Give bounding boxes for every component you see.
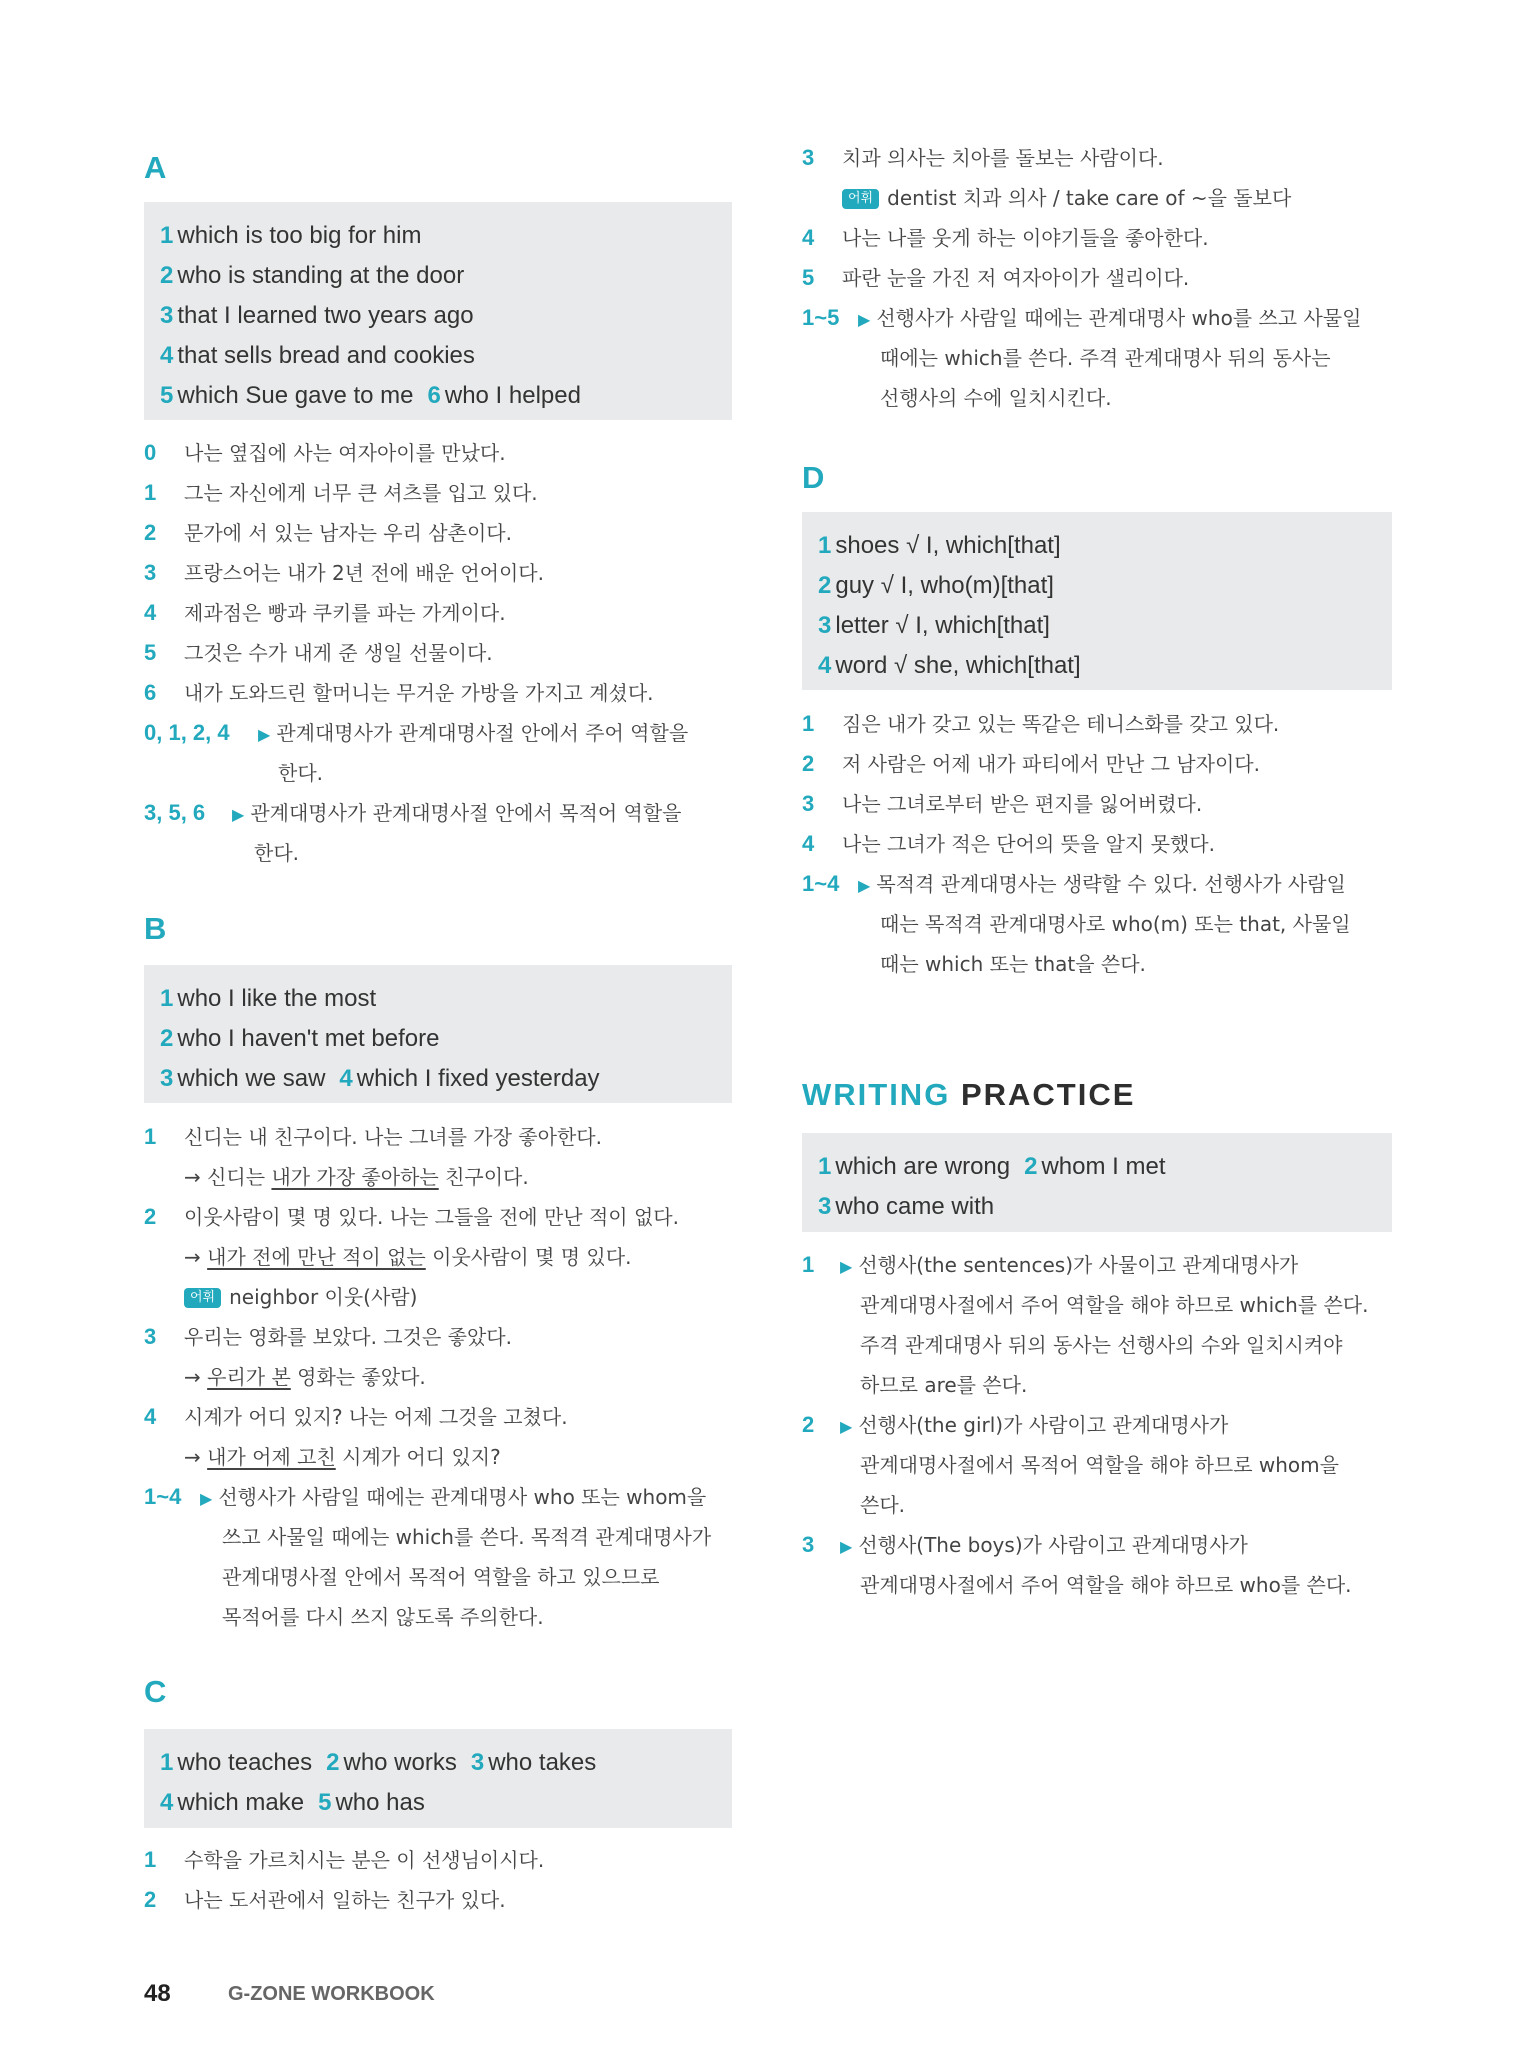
answer-line: 1 which are wrong 2 whom I met bbox=[818, 1153, 1166, 1180]
section-c-answer-box bbox=[144, 1729, 732, 1828]
list-item: 3 나는 그녀로부터 받은 편지를 잃어버렸다. bbox=[802, 791, 1203, 816]
answer-line: 4 that sells bread and cookies bbox=[160, 342, 475, 369]
list-item: 4 시계가 어디 있지? 나는 어제 그것을 고쳤다. bbox=[144, 1404, 568, 1429]
note-continuation: 쓰고 사물일 때에는 which를 쓴다. 목적격 관계대명사가 bbox=[222, 1525, 712, 1549]
answer-line: 3 which we saw 4 which I fixed yesterday bbox=[160, 1065, 600, 1092]
note-continuation: 주격 관계대명사 뒤의 동사는 선행사의 수와 일치시켜야 bbox=[860, 1333, 1343, 1357]
answer-line: 5 which Sue gave to me 6 who I helped bbox=[160, 382, 581, 409]
note-continuation: 하므로 are를 쓴다. bbox=[860, 1373, 1028, 1397]
section-d-heading: D bbox=[802, 460, 825, 495]
answer-line: 2 guy √ I, who(m)[that] bbox=[818, 572, 1054, 599]
note-continuation: 선행사의 수에 일치시킨다. bbox=[880, 386, 1112, 410]
note-continuation: 쓴다. bbox=[860, 1493, 905, 1517]
note-continuation: 목적어를 다시 쓰지 않도록 주의한다. bbox=[222, 1605, 544, 1629]
list-item: 2 나는 도서관에서 일하는 친구가 있다. bbox=[144, 1887, 506, 1912]
answer-line: 1 who I like the most bbox=[160, 985, 377, 1012]
list-item: 5 그것은 수가 내게 준 생일 선물이다. bbox=[144, 640, 493, 665]
note-item: 1~4 ▶ 목적격 관계대명사는 생략할 수 있다. 선행사가 사람일 bbox=[802, 871, 1346, 896]
note-item: 1~5 ▶ 선행사가 사람일 때에는 관계대명사 who를 쓰고 사물일 bbox=[802, 305, 1362, 330]
note-continuation: 때는 목적격 관계대명사로 who(m) 또는 that, 사물일 bbox=[880, 912, 1351, 936]
answer-line: 1 who teaches 2 who works 3 who takes bbox=[160, 1749, 597, 1776]
list-item: 2 이웃사람이 몇 명 있다. 나는 그들을 전에 만난 적이 없다. bbox=[144, 1204, 679, 1229]
list-item: 2 저 사람은 어제 내가 파티에서 만난 그 남자이다. bbox=[802, 751, 1260, 776]
triangle-right-icon: ▶ bbox=[840, 1417, 853, 1436]
section-b-heading: B bbox=[144, 911, 167, 946]
vocab-badge: 어휘 bbox=[184, 1288, 221, 1308]
triangle-right-icon: ▶ bbox=[200, 1489, 213, 1508]
section-b-answer-box bbox=[144, 965, 732, 1103]
answer-line: 1 shoes √ I, which[that] bbox=[818, 532, 1061, 559]
list-item: 1 수학을 가르치시는 분은 이 선생님이시다. bbox=[144, 1847, 545, 1872]
answer-line: 1 which is too big for him bbox=[160, 222, 422, 249]
section-a-answer-box bbox=[144, 202, 732, 420]
writing-practice-answer-box bbox=[802, 1133, 1392, 1232]
list-item: 0 나는 옆집에 사는 여자아이를 만났다. bbox=[144, 440, 506, 465]
note-item: 0, 1, 2, 4 ▶ 관계대명사가 관계대명사절 안에서 주어 역할을 bbox=[144, 720, 689, 745]
list-item: 1 신디는 내 친구이다. 나는 그녀를 가장 좋아한다. bbox=[144, 1124, 602, 1149]
vocab-line: 어휘 dentist 치과 의사 / take care of ~을 돌보다 bbox=[802, 178, 1392, 218]
rewrite-line: → 내가 어제 고친 시계가 어디 있지? bbox=[184, 1445, 501, 1469]
list-item: 3 치과 의사는 치아를 돌보는 사람이다. bbox=[802, 145, 1164, 170]
vocab-badge: 어휘 bbox=[842, 189, 879, 209]
rewrite-line: → 우리가 본 영화는 좋았다. bbox=[184, 1365, 426, 1389]
list-item: 1 그는 자신에게 너무 큰 셔츠를 입고 있다. bbox=[144, 480, 538, 505]
section-a-translations bbox=[144, 433, 732, 873]
note-item: 2 ▶ 선행사(the girl)가 사람이고 관계대명사가 bbox=[802, 1412, 1229, 1437]
triangle-right-icon: ▶ bbox=[840, 1257, 853, 1276]
answer-line: 3 letter √ I, which[that] bbox=[818, 612, 1050, 639]
list-item: 1 짐은 내가 갖고 있는 똑같은 테니스화를 갖고 있다. bbox=[802, 711, 1280, 736]
page-number: 48 bbox=[144, 1980, 171, 2007]
section-d-translations bbox=[802, 704, 1392, 984]
answer-line: 3 that I learned two years ago bbox=[160, 302, 474, 329]
rewrite-line: → 내가 전에 만난 적이 없는 이웃사람이 몇 명 있다. bbox=[184, 1245, 632, 1269]
triangle-right-icon: ▶ bbox=[858, 876, 871, 895]
list-item: 4 나는 나를 웃게 하는 이야기들을 좋아한다. bbox=[802, 225, 1209, 250]
list-item: 3 프랑스어는 내가 2년 전에 배운 언어이다. bbox=[144, 560, 544, 585]
writing-practice-explanations bbox=[802, 1245, 1392, 1605]
section-c-translations bbox=[144, 1840, 732, 1920]
note-item: 3, 5, 6 ▶ 관계대명사가 관계대명사절 안에서 목적어 역할을 bbox=[144, 800, 682, 825]
note-continuation: 관계대명사절 안에서 목적어 역할을 하고 있으므로 bbox=[222, 1565, 660, 1589]
note-continuation: 한다. bbox=[278, 761, 323, 785]
answer-line: 2 who is standing at the door bbox=[160, 262, 465, 289]
answer-line: 3 who came with bbox=[818, 1193, 995, 1220]
triangle-right-icon: ▶ bbox=[232, 805, 245, 824]
list-item: 2 문가에 서 있는 남자는 우리 삼촌이다. bbox=[144, 520, 512, 545]
triangle-right-icon: ▶ bbox=[858, 310, 871, 329]
list-item: 5 파란 눈을 가진 저 여자아이가 샐리이다. bbox=[802, 265, 1190, 290]
note-continuation: 한다. bbox=[254, 841, 299, 865]
note-item: 3 ▶ 선행사(The boys)가 사람이고 관계대명사가 bbox=[802, 1532, 1248, 1557]
writing-practice-heading: WRITING PRACTICE bbox=[802, 1077, 1136, 1112]
note-item: 1~4 ▶ 선행사가 사람일 때에는 관계대명사 who 또는 whom을 bbox=[144, 1484, 707, 1509]
section-c-heading: C bbox=[144, 1674, 167, 1709]
triangle-right-icon: ▶ bbox=[258, 725, 271, 744]
answer-line: 2 who I haven't met before bbox=[160, 1025, 440, 1052]
note-continuation: 때는 which 또는 that을 쓴다. bbox=[880, 952, 1146, 976]
section-c-translations-continued bbox=[802, 138, 1392, 418]
book-title: G-ZONE WORKBOOK bbox=[228, 1983, 435, 2005]
page-footer bbox=[144, 1980, 435, 2008]
rewrite-line: → 신디는 내가 가장 좋아하는 친구이다. bbox=[184, 1165, 529, 1189]
note-continuation: 때에는 which를 쓴다. 주격 관계대명사 뒤의 동사는 bbox=[880, 346, 1331, 370]
triangle-right-icon: ▶ bbox=[840, 1537, 853, 1556]
section-b-translations bbox=[144, 1117, 732, 1637]
section-a-heading: A bbox=[144, 150, 167, 185]
note-continuation: 관계대명사절에서 목적어 역할을 해야 하므로 whom을 bbox=[860, 1453, 1339, 1477]
list-item: 3 우리는 영화를 보았다. 그것은 좋았다. bbox=[144, 1324, 512, 1349]
vocab-line: 어휘 neighbor 이웃(사람) bbox=[144, 1277, 732, 1317]
list-item: 4 나는 그녀가 적은 단어의 뜻을 알지 못했다. bbox=[802, 831, 1215, 856]
answer-line: 4 which make 5 who has bbox=[160, 1789, 425, 1816]
list-item: 6 내가 도와드린 할머니는 무거운 가방을 가지고 계셨다. bbox=[144, 680, 654, 705]
note-continuation: 관계대명사절에서 주어 역할을 해야 하므로 which를 쓴다. bbox=[860, 1293, 1369, 1317]
note-item: 1 ▶ 선행사(the sentences)가 사물이고 관계대명사가 bbox=[802, 1252, 1299, 1277]
note-continuation: 관계대명사절에서 주어 역할을 해야 하므로 who를 쓴다. bbox=[860, 1573, 1352, 1597]
section-d-answer-box bbox=[802, 512, 1392, 690]
list-item: 4 제과점은 빵과 쿠키를 파는 가게이다. bbox=[144, 600, 506, 625]
answer-line: 4 word √ she, which[that] bbox=[818, 652, 1081, 679]
